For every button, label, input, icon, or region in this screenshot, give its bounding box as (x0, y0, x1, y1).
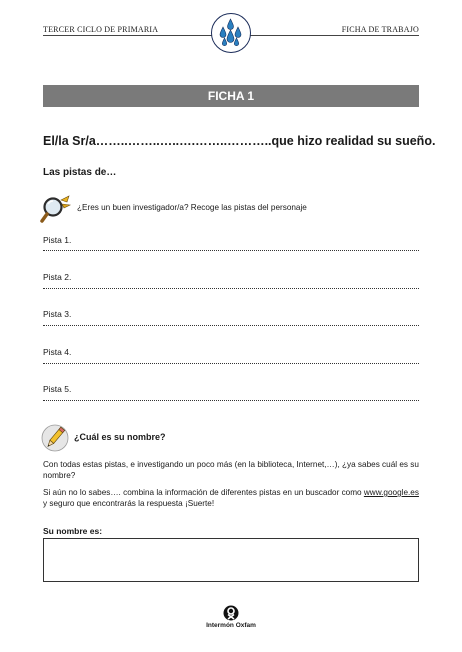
google-link[interactable]: www.google.es (363, 488, 419, 497)
clue-label-4: Pista 4. (43, 347, 72, 357)
question-paragraph-2 (43, 488, 421, 509)
header-left-text: TERCER CICLO DE PRIMARIA (43, 25, 159, 34)
clue-answer-line-1[interactable] (43, 250, 419, 251)
para2-text-before: Si aún no lo sabes…. combina la información de diferentes pistas en un buscador como (43, 488, 364, 497)
oxfam-logo-icon (223, 605, 239, 621)
section-heading: Las pistas de… (43, 167, 117, 178)
para2-text-after: y seguro que encontrarás la respuesta ¡Suerte! (43, 498, 215, 508)
ficha-banner (43, 85, 419, 107)
water-drops-icon (211, 13, 251, 53)
magnifier-icon (40, 194, 70, 224)
clue-label-3: Pista 3. (43, 309, 72, 319)
clue-label-1: Pista 1. (43, 235, 72, 245)
clue-answer-line-3[interactable] (43, 325, 419, 326)
clue-label-2: Pista 2. (43, 272, 72, 282)
clue-label-5: Pista 5. (43, 384, 72, 394)
clue-answer-line-2[interactable] (43, 288, 419, 289)
clue-answer-line-4[interactable] (43, 363, 419, 364)
name-field-label: Su nombre es: (43, 526, 103, 536)
question-paragraph-1: Con todas estas pistas, e investigando un poco más (en la biblioteca, Internet,…), ¿ya sabes cuál es su nombre? (43, 460, 419, 480)
name-answer-box[interactable] (43, 538, 419, 582)
footer-brand-text: Intermón Oxfam (206, 622, 256, 629)
question-title: ¿Cuál es su nombre? (74, 432, 166, 442)
worksheet-subtitle: El/la Sr/a……..……..…..….……..………..que hizo realidad su sueño. (43, 134, 436, 148)
ficha-title: FICHA 1 (207, 89, 255, 103)
header-right-text: FICHA DE TRABAJO (341, 25, 419, 34)
clue-answer-line-5[interactable] (43, 400, 419, 401)
instruction-text: ¿Eres un buen investigador/a? Recoge las pistas del personaje (77, 203, 307, 212)
pencil-icon (40, 423, 70, 453)
